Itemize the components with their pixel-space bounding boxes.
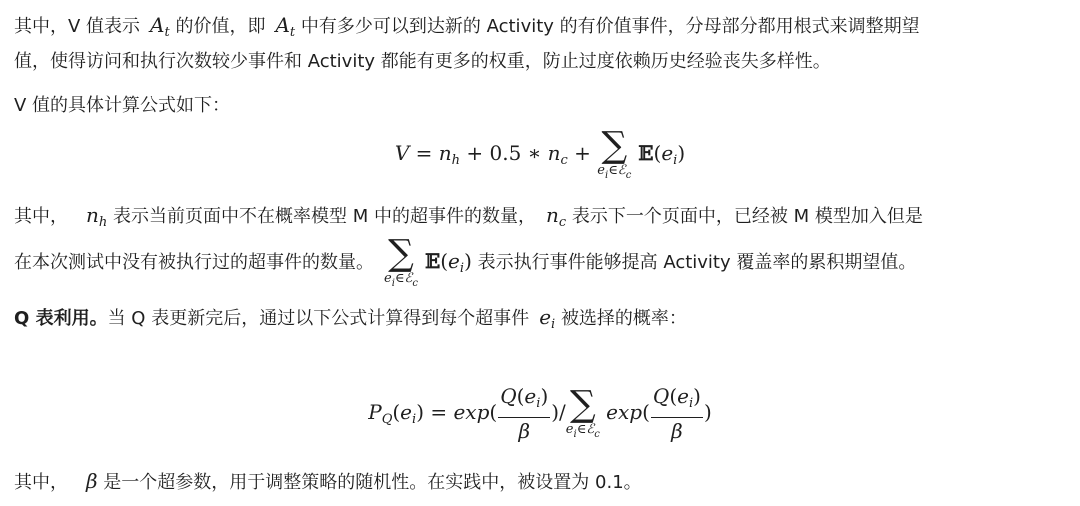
text: 值，使得访问和执行次数较少事件和 Activity 都能有更多的权重，防止过度依赖历史经验丧失多样性。: [14, 51, 831, 72]
paragraph-2: [14, 92, 230, 120]
paragraph-3-line-2: 在本次测试中没有被执行过的超事件的数量。 ∑ $e_i\in ℰ_c$ $𝔼(e_i)$ 表示执行事件能够提高 Activity 覆盖率的累积期望值。: [14, 232, 917, 289]
text: 其中，: [14, 206, 68, 227]
formula-pq: $P_Q(e_i) = \exp$( $\frac{Q(e_i)}{\beta}$ )/ ∑ $e_i\in ℰ_c$ exp( $\frac{Q(e_i)}{\beta}$ ): [368, 384, 712, 443]
sum-symbol: ∑ $e_i\in ℰ_c$: [597, 125, 632, 181]
paragraph-5: [14, 467, 642, 497]
paragraph-3-line-1: [14, 201, 923, 237]
math-A-t: $A_t$: [275, 13, 296, 40]
math-A-t: $A_t$: [150, 13, 170, 40]
text: 被选择的概率：: [560, 308, 687, 329]
text: 当 Q 表更新完后，通过以下公式计算得到每个超事件: [107, 308, 530, 329]
text: 中有多少可以到达新的 Activity 的有价值事件，分母部分都用根式来调整期望: [300, 16, 920, 37]
bold-heading: Q 表利用。: [14, 308, 108, 329]
text: 其中，: [14, 472, 68, 493]
text: 表示当前页面中不在概率模型 M 中的超事件的数量，: [113, 206, 536, 227]
text: 的价值，即: [175, 16, 266, 37]
math-e-i: $e_i$: [539, 305, 556, 332]
paragraph-1-line-2: [14, 48, 831, 76]
paragraph-4: [14, 303, 687, 339]
math-n-c: $n_c$: [545, 203, 567, 230]
paragraph-1-line-1: [14, 11, 920, 47]
formula-v: $V = n_h + 0.5$ ∗ $n_c$ + ∑ $e_i\in ℰ_c$ $𝔼(e_i)$: [394, 125, 686, 181]
text: 其中，V 值表示: [14, 16, 141, 37]
sum-symbol: ∑ $e_i\in ℰ_c$: [565, 384, 600, 440]
sum-symbol: ∑ $e_i\in ℰ_c$: [384, 232, 419, 289]
math-beta: β: [86, 469, 98, 493]
text: 是一个超参数，用于调整策略的随机性。在实践中，被设置为 0.1。: [103, 472, 642, 493]
text: 在本次测试中没有被执行过的超事件的数量。: [14, 252, 374, 273]
text: V 值的具体计算公式如下：: [14, 95, 231, 116]
text: 表示下一个页面中，已经被 M 模型加入但是: [571, 206, 923, 227]
math-n-h: $n_h$: [86, 203, 108, 230]
text: 表示执行事件能够提高 Activity 覆盖率的累积期望值。: [477, 252, 917, 273]
